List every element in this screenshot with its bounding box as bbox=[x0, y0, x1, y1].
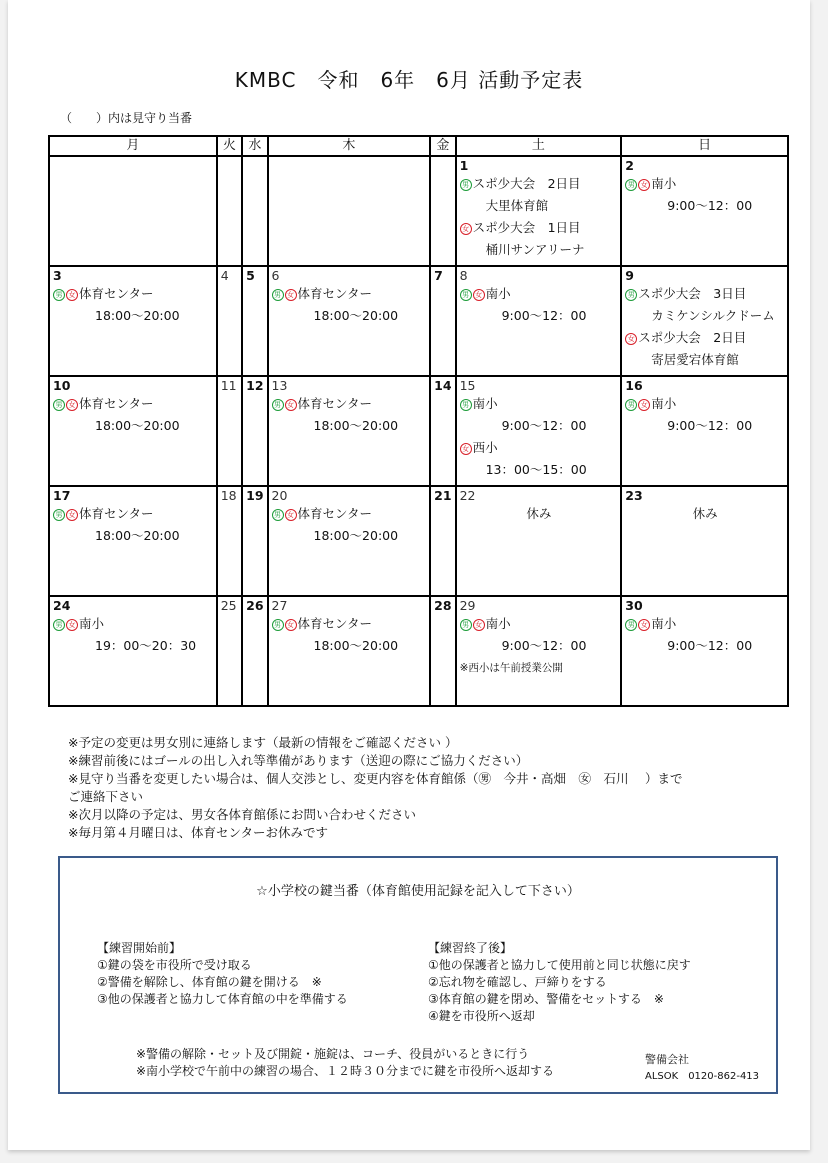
header-tue: 火 bbox=[217, 136, 242, 156]
day-number: 5 bbox=[246, 268, 255, 283]
day-number: 29 bbox=[459, 598, 476, 613]
calendar-week-row bbox=[49, 596, 788, 706]
event-title bbox=[53, 393, 214, 415]
event-title bbox=[460, 393, 619, 415]
day-number: 26 bbox=[246, 598, 264, 613]
day-number: 22 bbox=[459, 488, 476, 503]
day-cell-sat bbox=[456, 596, 622, 706]
event-time bbox=[272, 525, 428, 547]
girls-mark-icon: 女 bbox=[473, 289, 485, 301]
day-number: 20 bbox=[271, 488, 288, 503]
boys-mark-icon: 男 bbox=[272, 509, 284, 521]
day-number: 11 bbox=[220, 378, 237, 393]
girls-mark-icon: 女 bbox=[285, 289, 297, 301]
event-text: 9:00～12：00 bbox=[667, 638, 753, 653]
page-title: KMBC 令和 6年 6月 活動予定表 bbox=[234, 68, 584, 92]
day-cell-sun bbox=[621, 596, 788, 706]
event-text: スポ少大会 2日目 bbox=[638, 330, 747, 345]
event-title bbox=[625, 173, 785, 195]
day-number: 15 bbox=[459, 378, 476, 393]
event-text: 体育センター bbox=[297, 286, 373, 301]
event-title bbox=[460, 437, 619, 459]
event-title bbox=[460, 613, 619, 635]
day-number: 21 bbox=[434, 488, 452, 503]
after-step: ②忘れ物を確認し、戸締りをする bbox=[428, 975, 607, 989]
day-number: 27 bbox=[271, 598, 288, 613]
calendar-week-row bbox=[49, 376, 788, 486]
event-text: 18:00～20:00 bbox=[313, 528, 399, 543]
day-cell-mon bbox=[49, 266, 217, 376]
event-venue bbox=[460, 195, 619, 217]
event-text: 休み bbox=[692, 506, 718, 521]
day-number: 14 bbox=[434, 378, 452, 393]
event-title bbox=[272, 393, 428, 415]
day-cell-sun bbox=[621, 266, 788, 376]
event-text: 体育センター bbox=[297, 396, 373, 411]
girls-mark-icon: 女 bbox=[638, 179, 650, 191]
security-company-phone: ALSOK 0120-862-413 bbox=[645, 1071, 760, 1082]
event-time bbox=[625, 635, 785, 657]
event-title bbox=[625, 613, 785, 635]
header-mon: 月 bbox=[49, 136, 217, 156]
event-title bbox=[460, 217, 619, 239]
boys-mark-icon: 男 bbox=[460, 179, 472, 191]
event-text: スポ少大会 2日目 bbox=[472, 176, 581, 191]
event-title bbox=[272, 503, 428, 525]
event-text: 寄居愛宕体育館 bbox=[651, 352, 739, 367]
after-practice-title: 【練習終了後】 bbox=[428, 941, 513, 955]
day-cell-fri bbox=[430, 156, 455, 266]
event-title bbox=[625, 393, 785, 415]
event-text: 体育センター bbox=[79, 396, 154, 411]
key-duty-title: ☆小学校の鍵当番（体育館使用記録を記入して下さい） bbox=[256, 884, 580, 899]
boys-mark-icon: 男 bbox=[53, 509, 65, 521]
event-text: 9:00～12：00 bbox=[501, 418, 587, 433]
event-text: 13：00～15：00 bbox=[485, 462, 587, 477]
day-number: 25 bbox=[220, 598, 237, 613]
event-text: 9:00～12：00 bbox=[501, 308, 587, 323]
day-cell-sat bbox=[456, 486, 622, 596]
day-number: 8 bbox=[459, 268, 468, 283]
event-title bbox=[53, 613, 214, 635]
event-text: 18:00～20:00 bbox=[95, 528, 180, 543]
security-company-label: 警備会社 bbox=[645, 1053, 689, 1066]
day-number: 28 bbox=[434, 598, 452, 613]
day-cell-tue bbox=[217, 266, 242, 376]
day-cell-sun bbox=[621, 156, 788, 266]
security-company bbox=[645, 1051, 759, 1085]
event-text: 南小 bbox=[651, 176, 677, 191]
boys-mark-icon: 男 bbox=[625, 619, 637, 631]
event-time bbox=[460, 305, 619, 327]
event-time bbox=[625, 415, 785, 437]
key-duty-box bbox=[58, 856, 778, 1094]
after-practice bbox=[428, 940, 691, 1025]
event-time bbox=[460, 459, 619, 481]
before-practice bbox=[97, 940, 348, 1008]
event-text: 9:00～12：00 bbox=[667, 198, 753, 213]
girls-mark-icon: 女 bbox=[460, 223, 472, 235]
legend-note: （ ）内は見守り当番 bbox=[60, 111, 193, 125]
event-text: 南小 bbox=[472, 396, 498, 411]
boys-mark-icon: 男 bbox=[53, 619, 65, 631]
day-number: 10 bbox=[53, 378, 71, 393]
note-line: ご連絡下さい bbox=[68, 789, 144, 804]
day-cell-mon bbox=[49, 486, 217, 596]
day-cell-tue bbox=[217, 596, 242, 706]
day-cell-wed bbox=[242, 266, 267, 376]
event-text: 南小 bbox=[651, 396, 677, 411]
event-time bbox=[460, 415, 619, 437]
girls-mark-icon: 女 bbox=[460, 443, 472, 455]
day-cell-mon bbox=[49, 376, 217, 486]
event-text: 9:00～12：00 bbox=[501, 638, 587, 653]
event-time bbox=[53, 305, 214, 327]
before-practice-title: 【練習開始前】 bbox=[97, 941, 182, 955]
boys-mark-icon: 男 bbox=[625, 179, 637, 191]
key-duty-footnotes bbox=[136, 1046, 554, 1080]
event-time bbox=[272, 415, 428, 437]
day-number: 16 bbox=[625, 378, 643, 393]
day-number: 23 bbox=[625, 488, 643, 503]
day-number: 13 bbox=[271, 378, 288, 393]
event-note bbox=[460, 657, 619, 679]
header-thu: 木 bbox=[268, 136, 431, 156]
before-step: ②警備を解除し、体育館の鍵を開ける ※ bbox=[97, 975, 322, 989]
event-title bbox=[272, 283, 428, 305]
event-text: 19：00～20：30 bbox=[95, 638, 197, 653]
notes bbox=[68, 734, 788, 842]
event-text: スポ少大会 1日目 bbox=[472, 220, 581, 235]
calendar-week-row bbox=[49, 266, 788, 376]
day-cell-thu bbox=[268, 266, 431, 376]
footnote: ※警備の解除・セット及び開錠・施錠は、コーチ、役員がいるときに行う bbox=[136, 1047, 530, 1061]
footnote: ※南小学校で午前中の練習の場合、１２時３０分までに鍵を市役所へ返却する bbox=[136, 1064, 555, 1078]
girls-mark-icon: 女 bbox=[473, 619, 485, 631]
calendar-table bbox=[48, 135, 789, 707]
event-title bbox=[460, 283, 619, 305]
event-title bbox=[625, 283, 785, 305]
event-text: 体育センター bbox=[79, 286, 154, 301]
girls-mark-icon: 女 bbox=[66, 509, 78, 521]
header-sun: 日 bbox=[621, 136, 788, 156]
boys-mark-icon: 男 bbox=[272, 619, 284, 631]
day-number: 17 bbox=[53, 488, 71, 503]
boys-mark-icon: 男 bbox=[460, 619, 472, 631]
after-step: ④鍵を市役所へ返却 bbox=[428, 1009, 535, 1023]
day-cell-sun bbox=[621, 486, 788, 596]
event-time bbox=[53, 635, 214, 657]
day-cell-wed bbox=[242, 376, 267, 486]
event-text: 18:00～20:00 bbox=[95, 418, 180, 433]
day-number: 19 bbox=[246, 488, 264, 503]
note-line: ※予定の変更は男女別に連絡します（最新の情報をご確認ください ） bbox=[68, 735, 458, 750]
day-cell-thu bbox=[268, 486, 431, 596]
day-number: 9 bbox=[625, 268, 634, 283]
event-time bbox=[272, 305, 428, 327]
day-cell-mon bbox=[49, 156, 217, 266]
event-venue bbox=[625, 349, 785, 371]
calendar-week-row bbox=[49, 486, 788, 596]
boys-mark-icon: 男 bbox=[625, 399, 637, 411]
event-text: 南小 bbox=[79, 616, 105, 631]
day-number: 2 bbox=[625, 158, 634, 173]
day-cell-fri bbox=[430, 486, 455, 596]
note-line: ※見守り当番を変更したい場合は、個人交渉とし、変更内容を体育館係（㊚ 今井・高畑 ㊛ 石川 ）まで bbox=[68, 771, 683, 786]
event-text: 体育センター bbox=[297, 616, 373, 631]
before-step: ①鍵の袋を市役所で受け取る bbox=[97, 958, 252, 972]
note-line: ※毎月第４月曜日は、体育センターお休みです bbox=[68, 825, 328, 840]
day-cell-fri bbox=[430, 596, 455, 706]
event-text: 18:00～20:00 bbox=[95, 308, 180, 323]
event-title bbox=[53, 283, 214, 305]
boys-mark-icon: 男 bbox=[460, 399, 472, 411]
girls-mark-icon: 女 bbox=[66, 289, 78, 301]
day-number: 18 bbox=[220, 488, 237, 503]
event-time bbox=[625, 195, 785, 217]
event-time bbox=[53, 525, 214, 547]
event-text: カミケンシルクドーム bbox=[651, 308, 775, 323]
day-cell-fri bbox=[430, 266, 455, 376]
day-cell-wed bbox=[242, 486, 267, 596]
event-off bbox=[625, 503, 785, 525]
day-cell-tue bbox=[217, 376, 242, 486]
girls-mark-icon: 女 bbox=[66, 619, 78, 631]
after-step: ③体育館の鍵を閉め、警備をセットする ※ bbox=[428, 992, 664, 1006]
girls-mark-icon: 女 bbox=[285, 619, 297, 631]
day-cell-mon bbox=[49, 596, 217, 706]
header-fri: 金 bbox=[430, 136, 455, 156]
event-venue bbox=[625, 305, 785, 327]
event-text: 18:00～20:00 bbox=[313, 638, 399, 653]
event-off bbox=[460, 503, 619, 525]
day-cell-sun bbox=[621, 376, 788, 486]
day-number: 6 bbox=[271, 268, 280, 283]
page bbox=[8, 0, 810, 1150]
day-cell-tue bbox=[217, 156, 242, 266]
calendar-header-row bbox=[49, 136, 788, 156]
event-text: 西小 bbox=[472, 440, 498, 455]
event-text: 18:00～20:00 bbox=[313, 308, 399, 323]
day-number: 1 bbox=[459, 158, 469, 173]
event-text: 南小 bbox=[485, 286, 511, 301]
event-text: 18:00～20:00 bbox=[313, 418, 399, 433]
event-text: 南小 bbox=[485, 616, 511, 631]
girls-mark-icon: 女 bbox=[66, 399, 78, 411]
day-cell-sat bbox=[456, 376, 622, 486]
boys-mark-icon: 男 bbox=[272, 399, 284, 411]
event-time bbox=[53, 415, 214, 437]
girls-mark-icon: 女 bbox=[625, 333, 637, 345]
day-cell-fri bbox=[430, 376, 455, 486]
day-cell-wed bbox=[242, 596, 267, 706]
event-text: 休み bbox=[526, 506, 552, 521]
day-cell-tue bbox=[217, 486, 242, 596]
day-number: 3 bbox=[53, 268, 62, 283]
event-text: 9:00～12：00 bbox=[667, 418, 753, 433]
day-number: 12 bbox=[246, 378, 264, 393]
boys-mark-icon: 男 bbox=[625, 289, 637, 301]
boys-mark-icon: 男 bbox=[460, 289, 472, 301]
girls-mark-icon: 女 bbox=[638, 399, 650, 411]
event-title bbox=[272, 613, 428, 635]
event-text: 体育センター bbox=[297, 506, 373, 521]
event-text: ※西小は午前授業公開 bbox=[459, 662, 563, 674]
day-number: 7 bbox=[434, 268, 443, 283]
event-time bbox=[272, 635, 428, 657]
day-number: 30 bbox=[625, 598, 643, 613]
day-cell-thu bbox=[268, 156, 431, 266]
event-venue bbox=[460, 239, 619, 261]
day-cell-sat bbox=[456, 266, 622, 376]
girls-mark-icon: 女 bbox=[638, 619, 650, 631]
after-step: ①他の保護者と協力して使用前と同じ状態に戻す bbox=[428, 958, 691, 972]
event-text: 桶川サンアリーナ bbox=[485, 242, 585, 257]
event-title bbox=[460, 173, 619, 195]
day-cell-thu bbox=[268, 376, 431, 486]
note-line: ※練習前後にはゴールの出し入れ等準備があります（送迎の際にご協力ください） bbox=[68, 753, 529, 768]
day-cell-wed bbox=[242, 156, 267, 266]
boys-mark-icon: 男 bbox=[53, 289, 65, 301]
before-step: ③他の保護者と協力して体育館の中を準備する bbox=[97, 992, 348, 1006]
girls-mark-icon: 女 bbox=[285, 399, 297, 411]
day-number: 4 bbox=[220, 268, 229, 283]
event-text: スポ少大会 3日目 bbox=[638, 286, 747, 301]
day-number: 24 bbox=[53, 598, 71, 613]
header-wed: 水 bbox=[242, 136, 267, 156]
day-cell-sat bbox=[456, 156, 622, 266]
boys-mark-icon: 男 bbox=[272, 289, 284, 301]
event-text: 大里体育館 bbox=[485, 198, 549, 213]
calendar-week-row bbox=[49, 156, 788, 266]
boys-mark-icon: 男 bbox=[53, 399, 65, 411]
event-text: 南小 bbox=[651, 616, 677, 631]
girls-mark-icon: 女 bbox=[285, 509, 297, 521]
header-sat: 土 bbox=[456, 136, 622, 156]
note-line: ※次月以降の予定は、男女各体育館係にお問い合わせください bbox=[68, 807, 416, 822]
event-title bbox=[625, 327, 785, 349]
event-title bbox=[53, 503, 214, 525]
day-cell-thu bbox=[268, 596, 431, 706]
event-time bbox=[460, 635, 619, 657]
event-text: 体育センター bbox=[79, 506, 154, 521]
